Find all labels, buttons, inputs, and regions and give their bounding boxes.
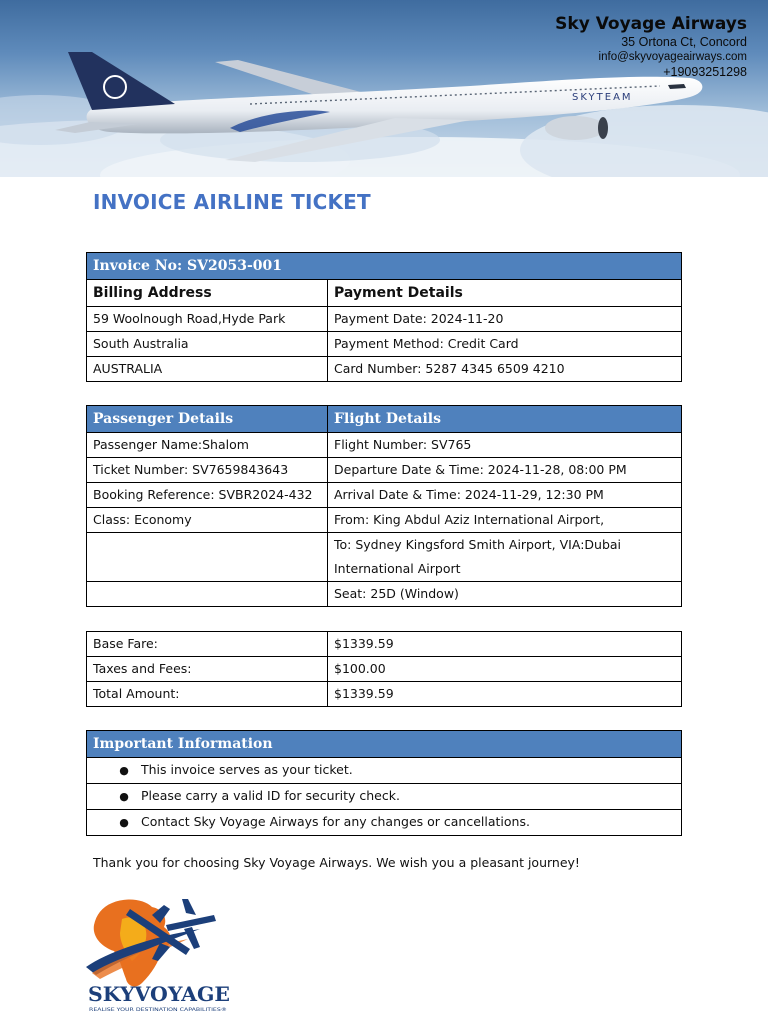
taxes-label: Taxes and Fees: (87, 657, 328, 682)
payment-method: Payment Method: Credit Card (328, 332, 682, 357)
table-row (87, 508, 682, 533)
empty-cell (87, 582, 328, 607)
base-fare-label: Base Fare: (87, 632, 328, 657)
origin-airport: From: King Abdul Aziz International Airport, (328, 508, 682, 533)
destination-airport: To: Sydney Kingsford Smith Airport, VIA:Dubai International Airport (328, 533, 682, 582)
departure-datetime: Departure Date & Time: 2024-11-28, 08:00 PM (328, 458, 682, 483)
header-banner (0, 0, 768, 177)
info-text: Contact Sky Voyage Airways for any changes or cancellations. (141, 814, 530, 829)
table-row (87, 307, 682, 332)
info-text: Please carry a valid ID for security check. (141, 788, 400, 803)
table-row (87, 657, 682, 682)
empty-cell (87, 533, 328, 582)
passenger-name: Passenger Name:Shalom (87, 433, 328, 458)
livery-text: SKYTEAM (572, 92, 633, 103)
company-phone[interactable]: +19093251298 (663, 65, 747, 79)
base-fare-value: $1339.59 (328, 632, 682, 657)
page-title: INVOICE AIRLINE TICKET (93, 190, 371, 214)
important-info-header-row (87, 731, 682, 758)
billing-line: AUSTRALIA (87, 357, 328, 382)
company-address: 35 Ortona Ct, Concord (621, 35, 747, 49)
info-item (87, 810, 682, 836)
table-row (87, 810, 682, 836)
taxes-value: $100.00 (328, 657, 682, 682)
billing-line: 59 Woolnough Road,Hyde Park (87, 307, 328, 332)
payment-date: Payment Date: 2024-11-20 (328, 307, 682, 332)
table-row (87, 784, 682, 810)
table-row (87, 758, 682, 784)
booking-reference: Booking Reference: SVBR2024-432 (87, 483, 328, 508)
table-row (87, 632, 682, 657)
flight-details-heading: Flight Details (328, 406, 682, 433)
table-row (87, 458, 682, 483)
bullet-icon: ● (119, 816, 129, 829)
table-row (87, 483, 682, 508)
table-row (87, 582, 682, 607)
billing-line: South Australia (87, 332, 328, 357)
card-number: Card Number: 5287 4345 6509 4210 (328, 357, 682, 382)
company-name: Sky Voyage Airways (555, 14, 747, 34)
table-row (87, 357, 682, 382)
bullet-icon: ● (119, 790, 129, 803)
thank-you-message: Thank you for choosing Sky Voyage Airways. We wish you a pleasant journey! (93, 855, 580, 870)
table-row (87, 332, 682, 357)
important-info-heading: Important Information (87, 731, 682, 758)
invoice-number: Invoice No: SV2053-001 (87, 253, 682, 280)
logo-wordmark: SKYVOYAGE (88, 982, 230, 1006)
seat: Seat: 25D (Window) (328, 582, 682, 607)
info-text: This invoice serves as your ticket. (141, 762, 353, 777)
logo-tagline: REALISE YOUR DESTINATION CAPABILITIES® (89, 1008, 191, 1013)
invoice-table (86, 252, 682, 382)
payment-details-heading: Payment Details (328, 280, 682, 307)
company-block (555, 13, 747, 80)
ticket-number: Ticket Number: SV7659843643 (87, 458, 328, 483)
passenger-flight-table (86, 405, 682, 607)
important-info-table (86, 730, 682, 836)
fare-table (86, 631, 682, 707)
sky-voyage-logo (82, 889, 234, 1017)
total-label: Total Amount: (87, 682, 328, 707)
company-email[interactable]: info@skyvoyageairways.com (598, 51, 747, 63)
info-item (87, 758, 682, 784)
table-row (87, 533, 682, 582)
passenger-flight-header-row (87, 406, 682, 433)
invoice-header-row (87, 253, 682, 280)
table-row (87, 433, 682, 458)
table-row (87, 280, 682, 307)
info-item (87, 784, 682, 810)
arrival-datetime: Arrival Date & Time: 2024-11-29, 12:30 PM (328, 483, 682, 508)
table-row (87, 682, 682, 707)
flight-number: Flight Number: SV765 (328, 433, 682, 458)
total-value: $1339.59 (328, 682, 682, 707)
passenger-details-heading: Passenger Details (87, 406, 328, 433)
bullet-icon: ● (119, 764, 129, 777)
travel-class: Class: Economy (87, 508, 328, 533)
billing-address-heading: Billing Address (87, 280, 328, 307)
